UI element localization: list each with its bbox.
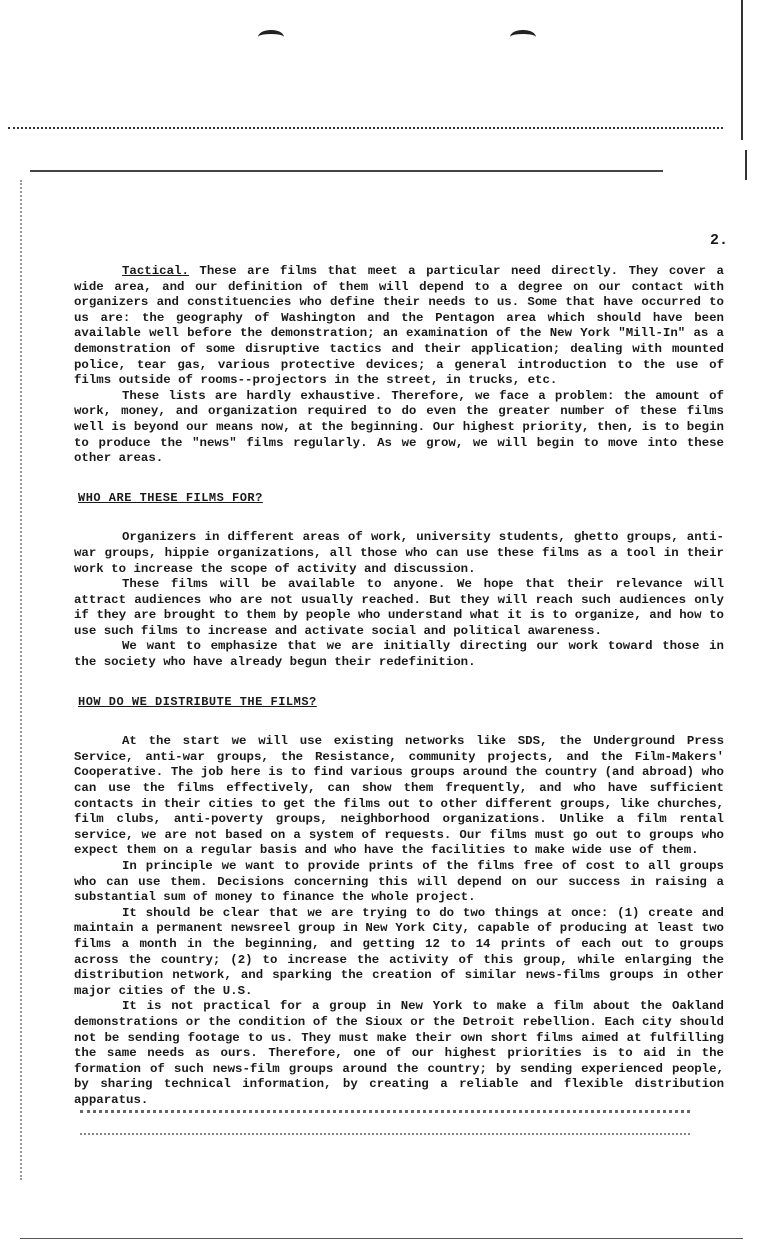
how-paragraph: In principle we want to provide prints of the films free of cost to all groups who can use them. Decisions concerning this will depend on our success in raising a substantial sum of money to finance the whole project. <box>74 859 724 905</box>
document-body <box>74 264 724 1109</box>
how-paragraph: It should be clear that we are trying to do two things at once: (1) create and maintain a permanent newsreel group in New York City, capable of producing at least two films a month in the beginning, and getting 12 to 14 prints of each out to groups across the country; (2) to increase the activity of this group, while enlarging the distribution network, and sparking the creation of similar news-films groups in other major cities of the U.S. <box>74 905 724 998</box>
page-number: 2. <box>710 232 729 249</box>
how-paragraph: It is not practical for a group in New York to make a film about the Oakland demonstrations or the condition of the Sioux or the Detroit rebellion. Each city should not be sending footage to us. They must make their own short films aimed at fulfilling the same needs as ours. Therefore, one of our highest priorities is to aid in the formation of such news-film groups around the country; by sending experienced people, by sharing technical information, by creating a reliable and flexible distribution apparatus. <box>74 999 724 1107</box>
punch-hole-mark <box>510 30 536 44</box>
who-paragraph: These films will be available to anyone. We hope that their relevance will attract audiences who are not usually reached. But they will reach such audiences only if they are brought to them by people who understand what it is to organize, and how to use such films to increase and activate social and political awareness. <box>74 577 724 638</box>
scan-bottom-noise <box>80 1110 690 1135</box>
scan-artifact-line <box>20 1238 743 1239</box>
tactical-text: These are films that meet a particular need directly. They cover a wide area, and our definition of them will depend to a degree on our contact with organizers and constituencies who define their needs to us. Some that have occurred to us are: the geography of Washington and the Pentagon area which should have been available well before the demonstration; an examination of the New York "Mill-In" as a demonstration of some disruptive tactics and their application; dealing with mounted police, tear gas, various protective devices; a general introduction to the use of films outside of rooms--projectors in the street, in trucks, etc. <box>74 264 724 388</box>
punch-hole-mark <box>258 30 284 44</box>
section-heading-how: HOW DO WE DISTRIBUTE THE FILMS? <box>78 694 317 709</box>
scan-artifact-line <box>30 170 663 172</box>
scan-artifact-line <box>741 0 743 140</box>
tactical-label: Tactical. <box>122 264 189 278</box>
section-heading-who: WHO ARE THESE FILMS FOR? <box>78 490 263 505</box>
how-paragraph: At the start we will use existing networks like SDS, the Underground Press Service, anti-war groups, the Resistance, community projects, and the Film-Makers' Cooperative. The job here is to find various groups around the country (and abroad) who can use the films effectively, can show them frequently, and who have sufficient contacts in their cities to get the films out to other different groups, like churches, film clubs, anti-poverty groups, neighborhood organizations. Unlike a film rental service, we are not based on a system of requests. Our films must go out to groups who expect them on a regular basis and who have the facilities to make wide use of them. <box>74 734 724 858</box>
tactical-followup: These lists are hardly exhaustive. Therefore, we face a problem: the amount of work, money, and organization required to do even the greater number of these films well is beyond our means now, at the beginning. Our highest priority, then, is to begin to produce the "news" films regularly. As we grow, we will begin to move into these other areas. <box>74 388 724 466</box>
who-paragraph: We want to emphasize that we are initially directing our work toward those in the society who have already begun their redefinition. <box>74 639 724 670</box>
scan-artifact-line <box>745 150 747 180</box>
who-paragraph: Organizers in different areas of work, university students, ghetto groups, anti-war groups, hippie organizations, all those who can use these films as a tool in their work to increase the scope of activity and discussion. <box>74 530 724 576</box>
tactical-paragraph <box>74 264 724 389</box>
scan-margin-noise <box>20 180 62 1180</box>
scan-artifact-line <box>8 127 723 129</box>
